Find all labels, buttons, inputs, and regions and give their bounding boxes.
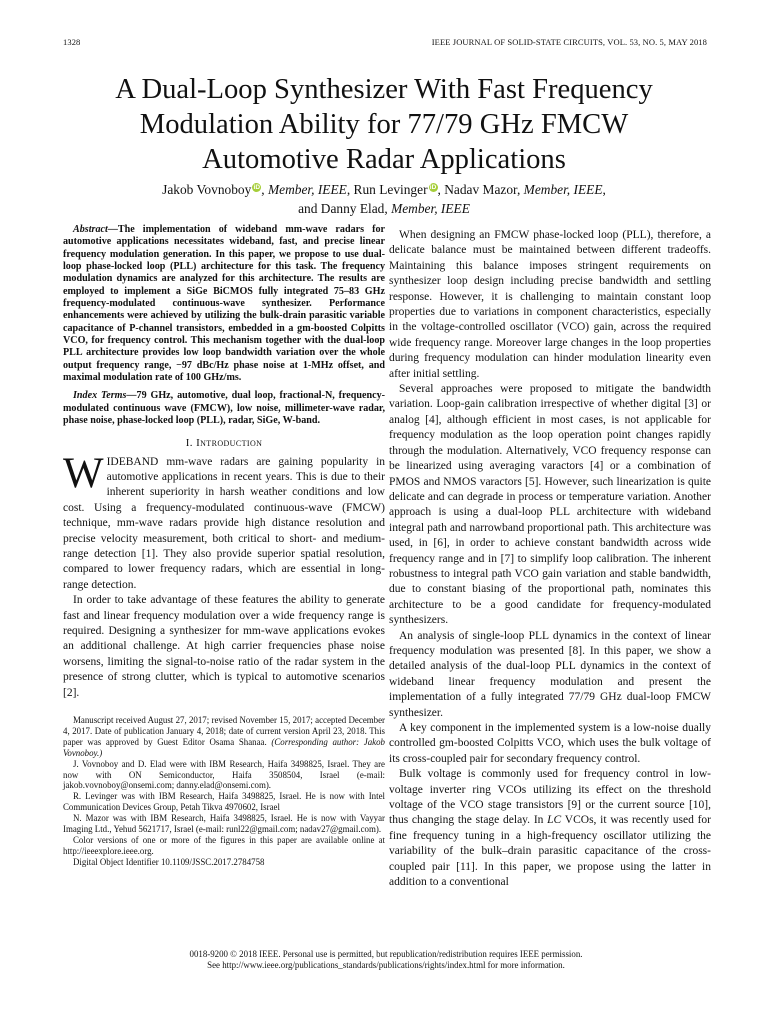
author-name: Jakob Vovnoboy xyxy=(162,182,252,197)
paragraph-text: LC xyxy=(547,814,562,827)
author-name: Danny Elad xyxy=(320,201,385,216)
copyright-notice xyxy=(63,949,709,971)
abstract-text: The implementation of wideband mm-wave radars for automotive applications necessitates wideband, fast, and precise linear frequency modulation generation. In this paper, we propose to use dual-loop phase-locked loop (PLL) architecture for this task. The frequency modulation dynamics are analyzed for this architecture. The results are employed to implement a SiGe BiCMOS fully integrated 75–83 GHz frequency-modulated continuous-wave synthesizer. Performance enhancements were achieved by utilizing the bulk-drain parasitic variable capacitance of P-channel transistors, embedded in a gm-boosted Colpitts VCO, for frequency control. This mechanism together with the dual-loop PLL architecture provides low loop bandwidth variation over the whole output frequency range, −97 dBc/Hz phase noise at 1-MHz offset, and maximal modulation rate of 100 GHz/ms. xyxy=(63,224,385,384)
author-role: Member, IEEE xyxy=(268,182,347,197)
author-name: Run Levinger xyxy=(353,182,428,197)
intro-paragraph-1 xyxy=(63,449,386,594)
title-line: Automotive Radar Applications xyxy=(202,144,566,175)
footnote-affiliation: R. Levinger was with IBM Research, Haifa 3498825, Israel. He is now with Intel Communication Devices Group, Petah Tikva 4970602, Israel xyxy=(63,791,385,813)
abstract: Abstract—The implementation of wideband mm-wave radars for automotive applications necessitates wideband, fast, and precise linear frequency modulation generation. In this paper, we propose to use dual-loop phase-locked loop (PLL) architecture for this task. The frequency modulation dynamics are analyzed for this architecture. The results are employed to implement a SiGe BiCMOS fully integrated 75–83 GHz frequency-modulated continuous-wave synthesizer. Performance enhancements were achieved by utilizing the bulk-drain parasitic variable capacitance of P-channel transistors, embedded in a gm-boosted Colpitts VCO, for frequency control. This mechanism together with the dual-loop PLL architecture provides low loop bandwidth variation over the whole output frequency range, −97 dBc/Hz phase noise at 1-MHz offset, and maximal modulation rate of 100 GHz/ms. xyxy=(63,224,385,384)
footnote-doi: Digital Object Identifier 10.1109/JSSC.2017.2784758 xyxy=(73,856,265,867)
title-line: A Dual-Loop Synthesizer With Fast Frequency xyxy=(115,74,653,105)
abstract-label: Abstract xyxy=(73,224,108,235)
author-name: Nadav Mazor xyxy=(444,182,517,197)
author-line-1: Jakob Vovnoboy iD, Member, IEEE, Run Levinger iD, Nadav Mazor, Member, IEEE, xyxy=(162,182,606,197)
right-column xyxy=(389,228,711,890)
body-paragraph xyxy=(389,767,711,890)
footnote-color-figures: Color versions of one or more of the figures in this paper are available online at http://ieeexplore.ieee.org. xyxy=(63,834,385,856)
footnote-text: Manuscript received August 27, 2017; revised November 15, 2017; accepted December 4, 2017. Date of publication January 4, 2018; date of current version April 23, 2018. This paper was approved by Guest Editor Osama Shanaa. xyxy=(63,715,385,747)
page-number: 1328 xyxy=(63,37,81,47)
author-role: Member, IEEE xyxy=(391,201,470,216)
running-header: IEEE JOURNAL OF SOLID-STATE CIRCUITS, VOL. 53, NO. 5, MAY 2018 xyxy=(431,37,707,47)
orcid-icon[interactable]: iD xyxy=(429,184,437,191)
first-word-caps: IDEBAND xyxy=(106,455,159,468)
left-column xyxy=(63,224,385,868)
title-line: Modulation Ability for 77/79 GHz FMCW xyxy=(139,109,629,140)
footnote-affiliation: N. Mazor was with IBM Research, Haifa 3498825, Israel. He is now with Vayyar Imaging Ltd., Yehud 5621717, Israel (e-mail: runl22@gmail.com; nadav27@gmail.com). xyxy=(63,813,385,835)
index-terms: Index Terms—79 GHz, automotive, dual loop, fractional-N, frequency-modulated continuous wave (FMCW), low noise, millimeter-wave radar, phase noise, phase-locked loop (PLL), radar, SiGe, W-band. xyxy=(63,390,385,427)
paragraph-text: VCOs, it was recently used for fine frequency tuning in a high-frequency oscillator utilizing the variability of the bulk–drain parasitic capacitance of the cross-coupled pair [11]. In this paper, we propose using the latter in addition to a conventional xyxy=(389,814,711,889)
author-line-2: and Danny Elad, Member, IEEE xyxy=(298,201,470,216)
drop-cap: W xyxy=(63,449,104,497)
body-paragraph: Several approaches were proposed to mitigate the bandwidth variation. Loop-gain calibration irrespective of whether digital [3] or analog [4], although efficient in most cases, is not applicable for frequency modulation as the loop operation point changes rapidly through the modulation. Alternatively, VCO frequency response can be linearized using averaging varactors [4] or a combination of PMOS and NMOS varactors [5]. However, such linearization is quite delicate and can degrade in process or temperature variation. Another approach is using a dual-loop PLL architecture with wideband integral path and narrowband proportional path. This architecture was used, in [6], in order to achieve constant bandwidth across wide frequency range and in [7] to simplify loop calibration. The inherent robustness to integral path VCO gain variation and stable bandwidth, due to constant biasing of the proportional path, nominates this architecture to be a good candidate for frequency-modulated synthesizers. xyxy=(389,383,711,627)
body-paragraph: An analysis of single-loop PLL dynamics in the context of linear frequency modulation was presented [8]. In this paper, we show a detailed analysis of the dual-loop PLL dynamics in the context of wideband linear frequency modulation and present the implementation of a fully integrated 77/79 GHz dual-loop FMCW synthesizer. xyxy=(389,629,711,719)
author-role: Member, IEEE xyxy=(523,182,603,197)
author-list xyxy=(40,180,728,218)
paper-title xyxy=(40,72,728,177)
section-number: I. xyxy=(185,436,193,449)
paragraph-text: mm-wave radars are gaining popularity in automotive applications in recent years. This is due to their inherent superiority in harsh weather conditions and low cost. Using a frequency-modulated continuous-wave (FMCW) technique, mm-wave radars provide high distance resolution and precise velocity measurement, both critical to short- and medium-range detection [1]. They also provide superior spatial resolution, compared to lower frequency radars, which are essential in long-range detection. xyxy=(63,455,386,591)
corresponding-author: (Corresponding author: Jakob Vovnoboy.) xyxy=(63,736,385,758)
orcid-icon[interactable]: iD xyxy=(253,184,261,191)
copyright-line: 0018-9200 © 2018 IEEE. Personal use is permitted, but republication/redistribution requires IEEE permission. xyxy=(189,949,583,959)
author-conjunction: and xyxy=(298,201,318,216)
body-paragraph: A key component in the implemented system is a low-noise dually controlled gm-boosted Colpitts VCO, which uses the bulk voltage of its cross-coupled pair for secondary frequency control. xyxy=(389,722,711,765)
intro-paragraph-2: In order to take advantage of these features the ability to generate fast and linear frequency modulation over a wide frequency range is required. Designing a synthesizer for mm-wave applications evokes an additional challenge. At high carrier frequencies phase noise worsens, limiting the signal-to-noise ratio of the radar system in the presence of strong clutter, which is typical to automotive scenarios [2]. xyxy=(63,594,385,699)
paragraph-text: Bulk voltage is commonly used for frequency control in low-voltage inverter ring VCOs utilizing its effect on the threshold voltage of the VCO stage transistors [9] or the current source [10], thus changing the stage delay. In xyxy=(389,768,711,827)
footnote-manuscript xyxy=(63,715,385,759)
body-paragraph: When designing an FMCW phase-locked loop (PLL), therefore, a delicate balance must be maintained between different tradeoffs. Maintaining this balance imposes stringent requirements on synthesizer loop design including precise bandwidth and settling response. However, it is challenging to maintain constant loop properties due to variations in component characteristics, especially in the voltage-controlled oscillator (VCO) gain, across the required wide frequency range. Moreover large changes in the loop properties during frequency modulation can hinder modulation linearity even after initial settling. xyxy=(389,229,711,380)
footnote-affiliation: J. Vovnoboy and D. Elad were with IBM Research, Haifa 3498825, Israel. They are now with ON Semiconductor, Haifa 3508504, Israel (e-mail: jakob.vovnoboy@onsemi.com; danny.elad@onsemi.com). xyxy=(63,758,385,791)
section-heading xyxy=(63,436,385,450)
index-terms-text: 79 GHz, automotive, dual loop, fractional-N, frequency-modulated continuous wave (FMCW), low noise, millimeter-wave radar, phase noise, phase-locked loop (PLL), radar, SiGe, W-band. xyxy=(63,390,385,427)
section-title: Introduction xyxy=(196,436,263,449)
index-terms-label: Index Terms xyxy=(73,390,127,402)
copyright-line: See http://www.ieee.org/publications_standards/publications/rights/index.html for more information. xyxy=(207,960,565,970)
